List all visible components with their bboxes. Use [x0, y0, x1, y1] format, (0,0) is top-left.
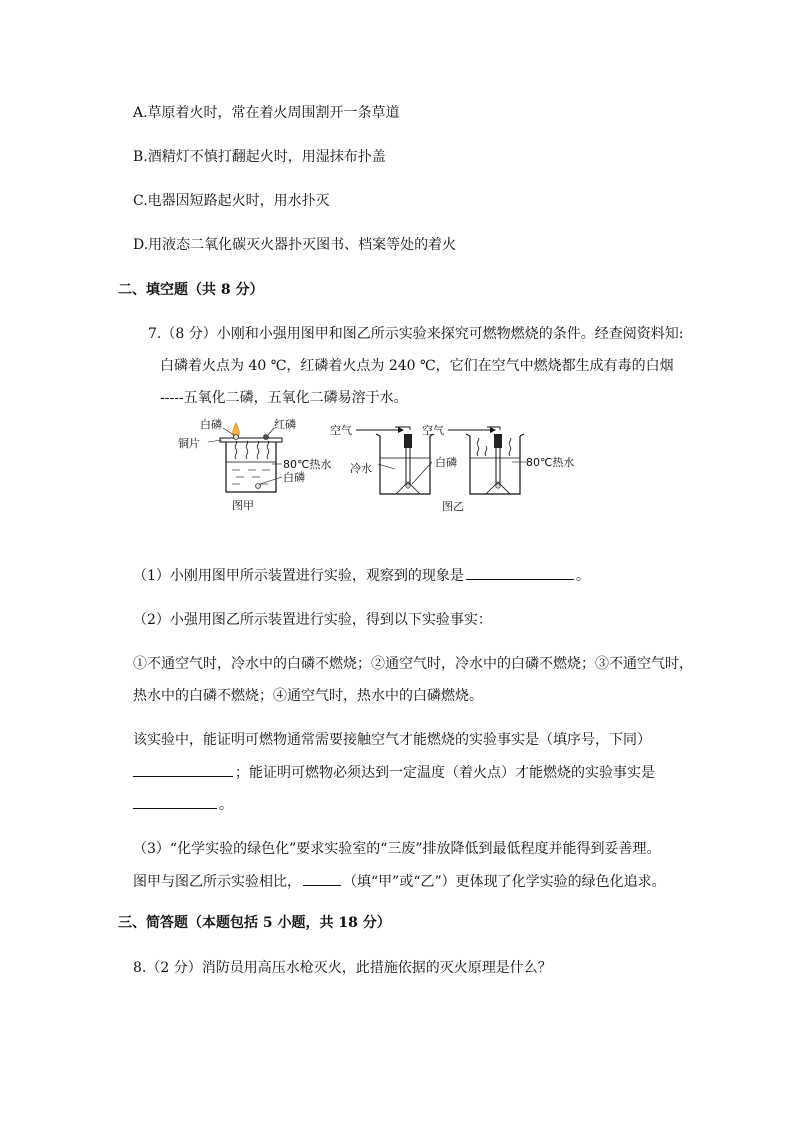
q7-sub2: （2）小强用图乙所示装置进行实验，得到以下实验事实：: [133, 612, 492, 628]
white-phosphorus-underwater: [256, 484, 261, 489]
q7-figure: [178, 414, 600, 519]
red-phosphorus-dot: [264, 435, 269, 440]
answer-blank-1[interactable]: [466, 565, 574, 580]
option-d: D.用液态二氧化碳灭火器扑灭图书、档案等处的着火: [133, 237, 457, 253]
answer-blank-2[interactable]: [133, 762, 233, 777]
q7-sub1-text: （1）小刚用图甲所示装置进行实验，观察到的现象是: [133, 568, 464, 584]
section-3-title: 三、简答题（本题包括 5 小题，共 18 分）: [118, 915, 391, 931]
figure-jia: [178, 417, 331, 512]
q7-sub1: [133, 565, 590, 586]
q7-facts-line2: 热水中的白磷不燃烧；④通空气时，热水中的白磷燃烧。: [133, 688, 483, 704]
steam-jia: [235, 441, 269, 459]
label-cold-water: 冷水: [350, 462, 372, 475]
q7-facts-line1: ①不通空气时，冷水中的白磷不燃烧；②通空气时，冷水中的白磷不燃烧；③不通空气时，: [133, 656, 693, 672]
label-red-phosphorus: 红磷: [274, 418, 296, 431]
leader-lines-jia: [208, 428, 282, 484]
figure-yi: [330, 423, 574, 513]
caption-jia: 图甲: [232, 499, 254, 512]
option-c: C.电器因短路起火时，用水扑灭: [133, 193, 330, 209]
option-a: A.草原着火时，常在着火周围割开一条草道: [133, 105, 400, 121]
q7-sub3-line2b: （填“甲”或“乙”）更体现了化学实验的绿色化追求。: [343, 874, 666, 890]
q7-question-line1: 该实验中，能证明可燃物通常需要接触空气才能燃烧的实验事实是（填序号，下同）: [133, 732, 651, 748]
label-white-phosphorus-yi: 白磷: [435, 456, 457, 469]
label-white-phosphorus: 白磷: [200, 418, 222, 431]
label-air-1: 空气: [330, 424, 352, 437]
apparatus-diagram: [178, 414, 600, 519]
q7-stem-line3: -----五氧化二磷，五氧化二磷易溶于水。: [160, 390, 408, 406]
q7-question-line3-end: 。: [219, 797, 233, 813]
label-copper-plate: 铜片: [178, 437, 200, 450]
label-air-2: 空气: [422, 424, 444, 437]
white-phosphorus-dot: [234, 435, 239, 440]
copper-plate-shape: [220, 438, 282, 442]
white-phosphorus-cold: [406, 484, 410, 488]
q7-sub3-line2a: 图甲与图乙所示实验相比，: [133, 874, 301, 890]
arrow-head-icon: [398, 427, 404, 433]
label-hot-water-jia: 80℃热水: [283, 458, 332, 471]
caption-yi: 图乙: [442, 500, 464, 513]
q7-sub3-line1: （3）“化学实验的绿色化”要求实验室的“三废”排放降低到最低程度并能得到妥善理。: [133, 841, 661, 857]
answer-blank-3[interactable]: [133, 794, 217, 809]
q7-sub3-line2: [133, 871, 666, 892]
arrow-head-icon-2: [490, 427, 496, 433]
water-ripples-jia: [232, 470, 270, 484]
label-white-phosphorus-jia: 白磷: [283, 471, 305, 484]
q7-question-line2-text: ；能证明可燃物必须达到一定温度（着火点）才能燃烧的实验事实是: [235, 765, 655, 781]
q7-stem-line2: 白磷着火点为 40 ℃，红磷着火点为 240 ℃，它们在空气中燃烧都生成有毒的白烟: [160, 358, 674, 374]
label-hot-water-yi: 80℃热水: [526, 456, 575, 469]
option-b: B.酒精灯不慎打翻起火时，用湿抹布扑盖: [133, 149, 386, 165]
q7-sub1-end: 。: [575, 568, 590, 584]
q7-question-line2: [133, 762, 655, 783]
q8-stem: 8.（2 分）消防员用高压水枪灭火，此措施依据的灭火原理是什么？: [133, 960, 552, 976]
stopper-1: [404, 434, 412, 448]
section-2-title: 二、填空题（共 8 分）: [118, 282, 264, 298]
q7-question-line3: [133, 794, 233, 815]
white-phosphorus-hot: [496, 484, 500, 488]
answer-blank-4[interactable]: [303, 871, 341, 886]
q7-stem-line1: 7.（8 分）小刚和小强用图甲和图乙所示实验来探究可燃物燃烧的条件。经查阅资料知:: [148, 326, 684, 342]
stopper-2: [494, 434, 502, 448]
